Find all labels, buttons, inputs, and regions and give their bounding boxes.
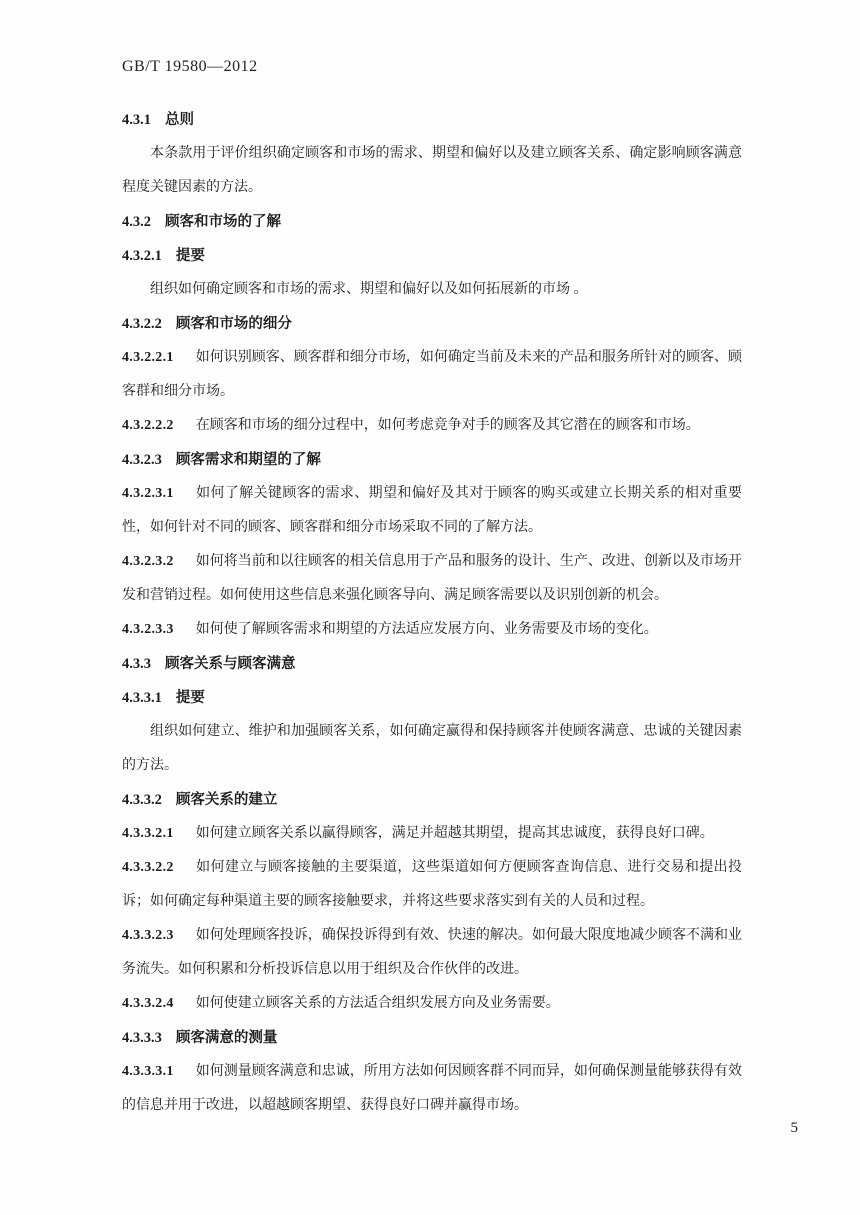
paragraph-text: 如何使建立顾客关系的方法适合组织发展方向及业务需要。 — [195, 996, 560, 1011]
paragraph — [122, 545, 742, 613]
section-number: 4.3.3.3.1 — [122, 1064, 174, 1079]
section-heading — [122, 239, 742, 273]
document-content — [122, 103, 742, 1123]
paragraph — [122, 409, 742, 443]
paragraph — [122, 477, 742, 545]
section-heading — [122, 1021, 742, 1055]
section-heading — [122, 681, 742, 715]
section-number: 4.3.2.2.1 — [122, 350, 174, 365]
section-number: 4.3.3.2 — [122, 792, 162, 808]
paragraph — [122, 817, 742, 851]
paragraph-text: 本条款用于评价组织确定顾客和市场的需求、期望和偏好以及建立顾客关系、确定影响顾客满意程度关键因素的方法。 — [122, 146, 742, 195]
section-title: 顾客需求和期望的了解 — [175, 452, 321, 468]
section-title: 顾客满意的测量 — [175, 1030, 278, 1046]
paragraph — [122, 987, 742, 1021]
paragraph-text: 如何测量顾客满意和忠诚，所用方法如何因顾客群不同而异，如何确保测量能够获得有效的信息并用于改进，以超越顾客期望、获得良好口碑并赢得市场。 — [122, 1064, 742, 1113]
paragraph — [122, 1055, 742, 1123]
paragraph-text: 如何处理顾客投诉，确保投诉得到有效、快速的解决。如何最大限度地减少顾客不满和业务流失。如何积累和分析投诉信息以用于组织及合作伙伴的改进。 — [122, 928, 742, 977]
section-number: 4.3.2.2 — [122, 316, 162, 332]
section-number: 4.3.2.3 — [122, 452, 162, 468]
paragraph-text: 如何将当前和以往顾客的相关信息用于产品和服务的设计、生产、改进、创新以及市场开发和营销过程。如何使用这些信息来强化顾客导向、满足顾客需要以及识别创新的机会。 — [122, 554, 742, 603]
paragraph-text: 如何建立与顾客接触的主要渠道，这些渠道如何方便顾客查询信息、进行交易和提出投诉；如何确定每种渠道主要的顾客接触要求，并将这些要求落实到有关的人员和过程。 — [122, 860, 742, 909]
section-title: 提要 — [175, 690, 205, 706]
section-number: 4.3.2.3.1 — [122, 486, 174, 501]
section-title: 顾客和市场的细分 — [175, 316, 292, 332]
paragraph-text: 如何使了解顾客需求和期望的方法适应发展方向、业务需要及市场的变化。 — [195, 622, 658, 637]
section-number: 4.3.3.2.3 — [122, 928, 174, 943]
paragraph — [122, 919, 742, 987]
paragraph — [122, 137, 742, 205]
section-title: 顾客关系的建立 — [175, 792, 278, 808]
section-number: 4.3.3 — [122, 656, 151, 672]
page-number: 5 — [790, 1120, 798, 1136]
section-number: 4.3.2.3.3 — [122, 622, 174, 637]
section-number: 4.3.3.3 — [122, 1030, 162, 1046]
paragraph-text: 如何建立顾客关系以赢得顾客，满足并超越其期望，提高其忠诚度，获得良好口碑。 — [195, 826, 714, 841]
section-number: 4.3.3.2.2 — [122, 860, 174, 875]
section-title: 顾客和市场的了解 — [165, 214, 281, 230]
section-heading — [122, 103, 742, 137]
paragraph-text: 组织如何确定顾客和市场的需求、期望和偏好以及如何拓展新的市场 。 — [150, 282, 588, 297]
section-heading — [122, 307, 742, 341]
section-number: 4.3.2.3.2 — [122, 554, 174, 569]
paragraph — [122, 715, 742, 783]
section-number: 4.3.2.2.2 — [122, 418, 174, 433]
paragraph — [122, 613, 742, 647]
section-number: 4.3.1 — [122, 112, 151, 128]
section-number: 4.3.3.2.4 — [122, 996, 174, 1011]
section-title: 提要 — [175, 248, 205, 264]
paragraph-text: 如何识别顾客、顾客群和细分市场，如何确定当前及未来的产品和服务所针对的顾客、顾客群和细分市场。 — [122, 350, 742, 399]
section-title: 顾客关系与顾客满意 — [165, 656, 296, 672]
section-heading — [122, 647, 742, 681]
paragraph — [122, 341, 742, 409]
section-number: 4.3.2 — [122, 214, 151, 230]
section-number: 4.3.3.1 — [122, 690, 162, 706]
section-number: 4.3.3.2.1 — [122, 826, 174, 841]
section-heading — [122, 783, 742, 817]
document-standard-code: GB/T 19580—2012 — [122, 58, 258, 75]
section-heading — [122, 443, 742, 477]
section-heading — [122, 205, 742, 239]
section-title: 总则 — [165, 112, 194, 128]
paragraph-text: 如何了解关键顾客的需求、期望和偏好及其对于顾客的购买或建立长期关系的相对重要性，如何针对不同的顾客、顾客群和细分市场采取不同的了解方法。 — [122, 486, 742, 535]
paragraph-text: 组织如何建立、维护和加强顾客关系，如何确定赢得和保持顾客并使顾客满意、忠诚的关键因素的方法。 — [122, 724, 742, 773]
paragraph — [122, 851, 742, 919]
paragraph — [122, 273, 742, 307]
section-number: 4.3.2.1 — [122, 248, 162, 264]
paragraph-text: 在顾客和市场的细分过程中，如何考虑竞争对手的顾客及其它潜在的顾客和市场。 — [195, 418, 700, 433]
